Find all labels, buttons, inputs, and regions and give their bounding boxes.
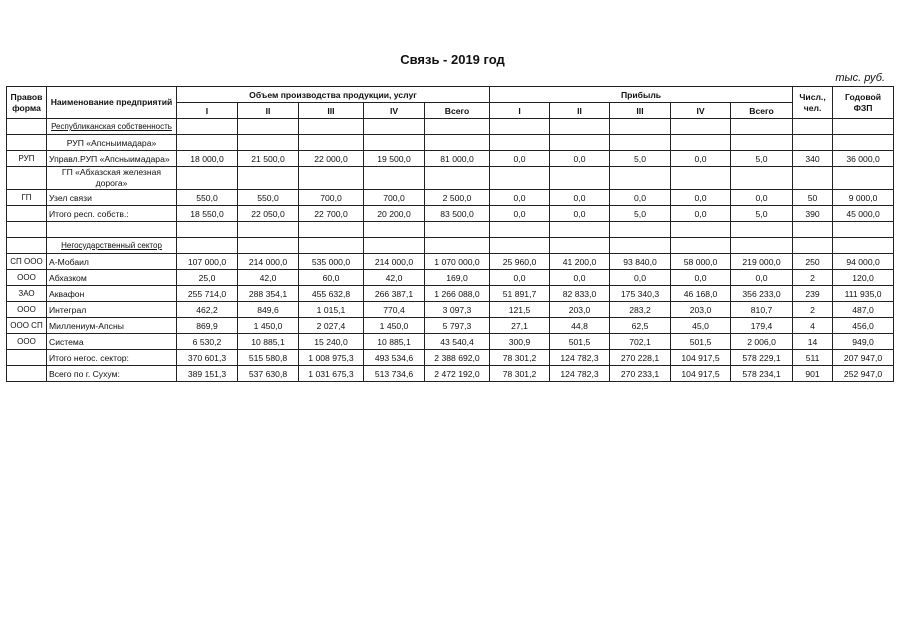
profit-cell: 5,0 <box>610 206 671 222</box>
volume-cell: 214 000,0 <box>238 254 299 270</box>
profit-cell: 0,0 <box>610 270 671 286</box>
header-p-total: Всего <box>731 103 793 119</box>
staff-cell: 250 <box>793 254 833 270</box>
staff-cell: 390 <box>793 206 833 222</box>
staff-cell: 511 <box>793 350 833 366</box>
header-p-q2: II <box>550 103 610 119</box>
header-fzp: Годовой ФЗП <box>833 87 894 119</box>
volume-cell: 22 700,0 <box>299 206 364 222</box>
profit-cell: 5,0 <box>731 151 793 167</box>
header-v-q2: II <box>238 103 299 119</box>
profit-cell: 578 234,1 <box>731 366 793 382</box>
volume-cell: 266 387,1 <box>364 286 425 302</box>
header-v-q1: I <box>177 103 238 119</box>
volume-cell: 6 530,2 <box>177 334 238 350</box>
table-row <box>7 302 894 318</box>
table-row <box>7 366 894 382</box>
volume-cell: 1 015,1 <box>299 302 364 318</box>
volume-cell: 849,6 <box>238 302 299 318</box>
profit-cell: 283,2 <box>610 302 671 318</box>
volume-cell: 19 500,0 <box>364 151 425 167</box>
volume-cell: 1 008 975,3 <box>299 350 364 366</box>
legal-form-cell: РУП <box>7 151 47 167</box>
volume-cell: 5 797,3 <box>425 318 490 334</box>
profit-cell: 0,0 <box>731 270 793 286</box>
fzp-cell: 36 000,0 <box>833 151 894 167</box>
section-republic: Республиканская собственность <box>47 119 177 135</box>
fzp-cell: 45 000,0 <box>833 206 894 222</box>
volume-cell: 515 580,8 <box>238 350 299 366</box>
fzp-cell: 111 935,0 <box>833 286 894 302</box>
staff-cell: 901 <box>793 366 833 382</box>
profit-cell: 104 917,5 <box>671 366 731 382</box>
profit-cell: 0,0 <box>671 190 731 206</box>
profit-cell: 0,0 <box>490 206 550 222</box>
staff-cell: 340 <box>793 151 833 167</box>
profit-cell: 93 840,0 <box>610 254 671 270</box>
staff-cell: 14 <box>793 334 833 350</box>
profit-cell: 501,5 <box>671 334 731 350</box>
profit-cell: 5,0 <box>610 151 671 167</box>
table-row <box>7 350 894 366</box>
volume-cell: 513 734,6 <box>364 366 425 382</box>
section-row <box>7 167 894 190</box>
section-row <box>7 135 894 151</box>
header-v-q4: IV <box>364 103 425 119</box>
volume-cell: 1 266 088,0 <box>425 286 490 302</box>
profit-cell: 501,5 <box>550 334 610 350</box>
volume-cell: 18 000,0 <box>177 151 238 167</box>
profit-cell: 203,0 <box>550 302 610 318</box>
volume-cell: 288 354,1 <box>238 286 299 302</box>
profit-cell: 2 006,0 <box>731 334 793 350</box>
profit-cell: 78 301,2 <box>490 350 550 366</box>
profit-cell: 0,0 <box>610 190 671 206</box>
header-row <box>7 87 894 103</box>
page-title: Связь - 2019 год <box>400 52 505 67</box>
section-nongov: Негосударственный сектор <box>47 238 177 254</box>
units-label: тыс. руб. <box>835 72 885 84</box>
legal-form-cell: ЗАО <box>7 286 47 302</box>
volume-cell: 2 027,4 <box>299 318 364 334</box>
enterprise-name-cell: Всего по г. Сухум: <box>47 366 177 382</box>
volume-cell: 389 151,3 <box>177 366 238 382</box>
volume-cell: 462,2 <box>177 302 238 318</box>
enterprise-name-cell: Итого респ. собств.: <box>47 206 177 222</box>
spacer-row <box>7 222 894 238</box>
volume-cell: 15 240,0 <box>299 334 364 350</box>
profit-cell: 5,0 <box>731 206 793 222</box>
table-row <box>7 334 894 350</box>
fzp-cell: 252 947,0 <box>833 366 894 382</box>
staff-cell: 2 <box>793 270 833 286</box>
profit-cell: 0,0 <box>671 206 731 222</box>
volume-cell: 2 472 192,0 <box>425 366 490 382</box>
legal-form-cell <box>7 350 47 366</box>
profit-cell: 124 782,3 <box>550 366 610 382</box>
staff-cell: 4 <box>793 318 833 334</box>
enterprise-name-cell: Итого негос. сектор: <box>47 350 177 366</box>
profit-cell: 44,8 <box>550 318 610 334</box>
fzp-cell: 9 000,0 <box>833 190 894 206</box>
volume-cell: 42,0 <box>238 270 299 286</box>
fzp-cell: 94 000,0 <box>833 254 894 270</box>
volume-cell: 22 000,0 <box>299 151 364 167</box>
enterprise-name-cell: Миллениум-Апсны <box>47 318 177 334</box>
header-p-q3: III <box>610 103 671 119</box>
legal-form-cell: ООО <box>7 302 47 318</box>
volume-cell: 1 450,0 <box>364 318 425 334</box>
volume-cell: 535 000,0 <box>299 254 364 270</box>
volume-cell: 10 885,1 <box>238 334 299 350</box>
legal-form-cell <box>7 206 47 222</box>
legal-form-cell: ООО <box>7 334 47 350</box>
volume-cell: 20 200,0 <box>364 206 425 222</box>
header-profit: Прибыль <box>490 87 793 103</box>
header-form: Правов форма <box>7 87 47 119</box>
legal-form-cell: ООО СП <box>7 318 47 334</box>
volume-cell: 550,0 <box>177 190 238 206</box>
profit-cell: 82 833,0 <box>550 286 610 302</box>
profit-cell: 0,0 <box>671 270 731 286</box>
volume-cell: 493 534,6 <box>364 350 425 366</box>
volume-cell: 455 632,8 <box>299 286 364 302</box>
volume-cell: 60,0 <box>299 270 364 286</box>
volume-cell: 83 500,0 <box>425 206 490 222</box>
section-row <box>7 238 894 254</box>
profit-cell: 41 200,0 <box>550 254 610 270</box>
profit-cell: 104 917,5 <box>671 350 731 366</box>
fzp-cell: 120,0 <box>833 270 894 286</box>
profit-cell: 45,0 <box>671 318 731 334</box>
enterprise-name-cell: Управл.РУП «Апсныимадара» <box>47 151 177 167</box>
volume-cell: 770,4 <box>364 302 425 318</box>
volume-cell: 1 031 675,3 <box>299 366 364 382</box>
profit-cell: 46 168,0 <box>671 286 731 302</box>
header-p-q1: I <box>490 103 550 119</box>
volume-cell: 869,9 <box>177 318 238 334</box>
profit-cell: 0,0 <box>550 151 610 167</box>
profit-cell: 578 229,1 <box>731 350 793 366</box>
staff-cell: 239 <box>793 286 833 302</box>
enterprise-name-cell: Аквафон <box>47 286 177 302</box>
legal-form-cell: ООО <box>7 270 47 286</box>
volume-cell: 2 388 692,0 <box>425 350 490 366</box>
profit-cell: 0,0 <box>550 206 610 222</box>
enterprise-name-cell: Система <box>47 334 177 350</box>
communications-table <box>6 86 894 382</box>
volume-cell: 107 000,0 <box>177 254 238 270</box>
profit-cell: 219 000,0 <box>731 254 793 270</box>
profit-cell: 175 340,3 <box>610 286 671 302</box>
volume-cell: 10 885,1 <box>364 334 425 350</box>
header-v-q3: III <box>299 103 364 119</box>
volume-cell: 1 070 000,0 <box>425 254 490 270</box>
fzp-cell: 949,0 <box>833 334 894 350</box>
profit-cell: 0,0 <box>490 270 550 286</box>
legal-form-cell <box>7 366 47 382</box>
staff-cell: 2 <box>793 302 833 318</box>
volume-cell: 42,0 <box>364 270 425 286</box>
volume-cell: 700,0 <box>364 190 425 206</box>
table-row <box>7 318 894 334</box>
profit-cell: 25 960,0 <box>490 254 550 270</box>
header-p-q4: IV <box>671 103 731 119</box>
fzp-cell: 487,0 <box>833 302 894 318</box>
volume-cell: 700,0 <box>299 190 364 206</box>
profit-cell: 0,0 <box>490 190 550 206</box>
volume-cell: 43 540,4 <box>425 334 490 350</box>
volume-cell: 21 500,0 <box>238 151 299 167</box>
enterprise-name-cell: Узел связи <box>47 190 177 206</box>
table-row <box>7 286 894 302</box>
volume-cell: 550,0 <box>238 190 299 206</box>
staff-cell: 50 <box>793 190 833 206</box>
legal-form-cell: СП ООО <box>7 254 47 270</box>
profit-cell: 179,4 <box>731 318 793 334</box>
profit-cell: 702,1 <box>610 334 671 350</box>
enterprise-name-cell: Интеграл <box>47 302 177 318</box>
profit-cell: 0,0 <box>490 151 550 167</box>
table-row <box>7 270 894 286</box>
volume-cell: 255 714,0 <box>177 286 238 302</box>
volume-cell: 3 097,3 <box>425 302 490 318</box>
header-name: Наименование предприятий <box>47 87 177 119</box>
fzp-cell: 207 947,0 <box>833 350 894 366</box>
volume-cell: 22 050,0 <box>238 206 299 222</box>
section-row <box>7 119 894 135</box>
section-gp: ГП «Абхазская железная дорога» <box>47 167 177 190</box>
profit-cell: 124 782,3 <box>550 350 610 366</box>
volume-cell: 18 550,0 <box>177 206 238 222</box>
profit-cell: 203,0 <box>671 302 731 318</box>
volume-cell: 81 000,0 <box>425 151 490 167</box>
profit-cell: 356 233,0 <box>731 286 793 302</box>
profit-cell: 62,5 <box>610 318 671 334</box>
table-row <box>7 151 894 167</box>
profit-cell: 0,0 <box>550 190 610 206</box>
header-v-total: Всего <box>425 103 490 119</box>
section-rup: РУП «Апсныимадара» <box>47 135 177 151</box>
profit-cell: 0,0 <box>550 270 610 286</box>
profit-cell: 0,0 <box>671 151 731 167</box>
volume-cell: 169,0 <box>425 270 490 286</box>
profit-cell: 810,7 <box>731 302 793 318</box>
table-row <box>7 206 894 222</box>
header-volume: Объем производства продукции, услуг <box>177 87 490 103</box>
profit-cell: 58 000,0 <box>671 254 731 270</box>
volume-cell: 2 500,0 <box>425 190 490 206</box>
volume-cell: 370 601,3 <box>177 350 238 366</box>
enterprise-name-cell: Абхазком <box>47 270 177 286</box>
table-row <box>7 190 894 206</box>
table-row <box>7 254 894 270</box>
header-staff: Числ., чел. <box>793 87 833 119</box>
profit-cell: 51 891,7 <box>490 286 550 302</box>
profit-cell: 0,0 <box>731 190 793 206</box>
profit-cell: 121,5 <box>490 302 550 318</box>
legal-form-cell: ГП <box>7 190 47 206</box>
volume-cell: 537 630,8 <box>238 366 299 382</box>
profit-cell: 300,9 <box>490 334 550 350</box>
volume-cell: 25,0 <box>177 270 238 286</box>
volume-cell: 1 450,0 <box>238 318 299 334</box>
enterprise-name-cell: А-Мобаил <box>47 254 177 270</box>
fzp-cell: 456,0 <box>833 318 894 334</box>
profit-cell: 78 301,2 <box>490 366 550 382</box>
volume-cell: 214 000,0 <box>364 254 425 270</box>
profit-cell: 270 228,1 <box>610 350 671 366</box>
profit-cell: 27,1 <box>490 318 550 334</box>
profit-cell: 270 233,1 <box>610 366 671 382</box>
